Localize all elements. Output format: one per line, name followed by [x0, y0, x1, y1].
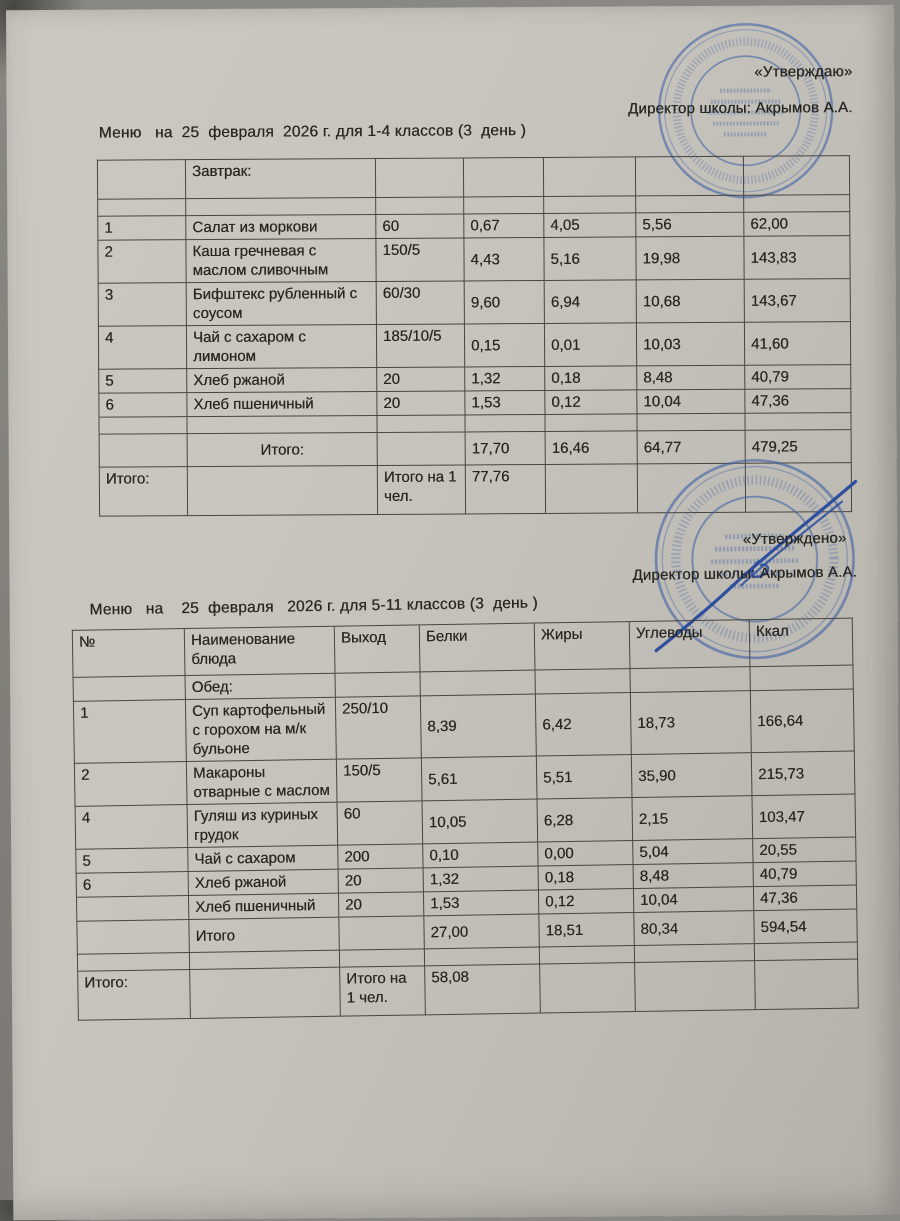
- table-cell: Итого:: [78, 970, 191, 1021]
- table-cell: 60: [376, 214, 464, 239]
- table-cell: 150/5: [376, 238, 464, 282]
- table-cell: 4: [98, 326, 186, 370]
- table-cell: Белки: [419, 623, 535, 672]
- table-cell: Жиры: [534, 622, 630, 670]
- table-cell: 20: [338, 892, 423, 917]
- table-cell: Завтрак:: [185, 158, 375, 198]
- table-cell: 103,47: [752, 794, 856, 839]
- table-cell: [190, 967, 341, 1018]
- menu-title-1: Меню на 25 февраля 2026 г. для 1-4 классов (3 день ): [99, 122, 526, 143]
- table-cell: 40,79: [745, 365, 851, 390]
- table-cell: Суп картофельный с горохом на м/к бульоне: [185, 697, 336, 761]
- table-cell: 20,55: [753, 837, 856, 863]
- table-cell: 20: [377, 367, 465, 392]
- table-cell: Хлеб ржаной: [188, 869, 338, 895]
- table-cell: 6,28: [537, 798, 633, 842]
- table-cell: Обед:: [185, 673, 335, 699]
- table-cell: [335, 672, 420, 697]
- table-cell: 4: [75, 805, 188, 850]
- table-cell: Итого: [189, 917, 339, 952]
- table-cell: 27,00: [424, 914, 540, 949]
- director-signature-line-1: Директор школы: Акрымов А.А.: [628, 99, 853, 117]
- table-cell: 1: [73, 700, 186, 764]
- table-cell: 0,10: [423, 842, 538, 868]
- table-cell: 5,16: [544, 237, 636, 281]
- table-cell: 5,56: [636, 212, 744, 237]
- table-cell: [755, 959, 859, 1010]
- table-cell: 77,76: [465, 464, 545, 513]
- table-cell: 10,04: [633, 887, 753, 913]
- table-cell: Чай с сахаром: [188, 845, 338, 871]
- table-cell: 1: [98, 216, 186, 241]
- table-cell: 41,60: [744, 322, 850, 366]
- table-cell: 2: [74, 762, 187, 807]
- table-cell: 10,04: [637, 389, 745, 414]
- table-cell: Хлеб пшеничный: [188, 893, 338, 919]
- table-cell: 60: [337, 801, 423, 845]
- table-cell: 6,42: [535, 693, 631, 756]
- table-cell: Гуляш из куриных грудок: [187, 802, 338, 847]
- table-cell: 40,79: [753, 861, 856, 887]
- table-cell: 0,18: [538, 865, 633, 890]
- table-cell: Ккал: [749, 618, 853, 667]
- table-cell: 62,00: [744, 212, 850, 237]
- table-cell: 5,51: [536, 755, 632, 799]
- table-cell: 10,68: [636, 279, 744, 323]
- table-cell: 1,32: [423, 866, 538, 892]
- menu-table-grades-5-11: [72, 618, 859, 1021]
- table-cell: Итого:: [187, 432, 377, 466]
- table-cell: Салат из моркови: [186, 214, 376, 239]
- table-cell: 64,77: [637, 430, 745, 464]
- table-cell: 6: [76, 872, 188, 898]
- table-cell: 0,18: [545, 366, 637, 391]
- table-cell: [750, 665, 853, 691]
- table-cell: 35,90: [631, 753, 752, 798]
- table-cell: [535, 669, 630, 694]
- table-cell: Наименование блюда: [184, 626, 335, 675]
- table-cell: 4,43: [464, 237, 544, 280]
- table-cell: 16,46: [545, 431, 637, 465]
- table-cell: 17,70: [465, 431, 545, 464]
- table-cell: 6: [99, 393, 187, 418]
- table-cell: 0,01: [544, 323, 636, 367]
- table-cell: 2,15: [632, 796, 753, 841]
- table-cell: [76, 896, 188, 922]
- table-cell: [77, 920, 190, 955]
- table-cell: [630, 667, 750, 693]
- table-cell: 185/10/5: [376, 324, 464, 368]
- table-cell: Макароны отварные с маслом: [186, 759, 337, 804]
- table-cell: 0,67: [464, 213, 544, 237]
- table-cell: №: [72, 629, 185, 678]
- approve-label-2: «Утверждено»: [743, 530, 847, 549]
- table-cell: [339, 949, 424, 967]
- table-cell: 5: [99, 369, 187, 394]
- table-cell: 18,73: [630, 691, 751, 755]
- table-cell: [73, 676, 185, 702]
- table-cell: Углеводы: [629, 620, 750, 669]
- director-signature-line-2: Директор школы: Акрымов А.А.: [632, 563, 857, 584]
- table-cell: Итого на 1 чел.: [377, 465, 465, 515]
- table-cell: 47,36: [745, 389, 851, 414]
- table-cell: 19,98: [636, 236, 744, 280]
- table-cell: 166,64: [750, 689, 854, 753]
- table-cell: 143,67: [744, 279, 850, 323]
- table-cell: 8,48: [633, 863, 753, 889]
- table-cell: Хлеб ржаной: [187, 367, 377, 392]
- table-cell: 5: [76, 848, 188, 874]
- table-cell: 4,05: [544, 213, 636, 238]
- table-cell: 47,36: [753, 885, 856, 911]
- table-cell: [540, 963, 636, 1013]
- table-cell: 2: [98, 240, 186, 284]
- table-cell: 20: [377, 391, 465, 416]
- table-cell: [634, 944, 754, 963]
- table-cell: 20: [338, 868, 423, 893]
- table-cell: 80,34: [634, 911, 755, 946]
- table-cell: 0,00: [538, 841, 633, 866]
- table-cell: 8,39: [420, 694, 536, 758]
- approve-label-1: «Утверждаю»: [754, 63, 852, 81]
- table-cell: 5,61: [421, 756, 537, 801]
- table-cell: 1,53: [423, 890, 538, 916]
- table-cell: Итого:: [99, 467, 187, 517]
- table-cell: 1,53: [465, 390, 545, 414]
- table-cell: 10,05: [422, 799, 538, 844]
- table-cell: [754, 942, 857, 961]
- table-cell: 9,60: [464, 280, 544, 323]
- table-cell: Каша гречневая с маслом сливочным: [186, 238, 376, 282]
- table-cell: Хлеб пшеничный: [187, 391, 377, 416]
- table-cell: 1,32: [465, 366, 545, 390]
- table-cell: Бифштекс рубленный с соусом: [186, 281, 376, 325]
- document-page: [6, 5, 900, 1220]
- table-cell: Чай с сахаром с лимоном: [186, 324, 376, 368]
- table-cell: 0,12: [545, 390, 637, 415]
- table-cell: 60/30: [376, 281, 464, 325]
- table-cell: [420, 670, 535, 696]
- table-cell: 5,04: [633, 839, 753, 865]
- table-cell: 58,08: [425, 964, 541, 1015]
- table-cell: [77, 953, 189, 972]
- table-cell: Выход: [334, 625, 420, 673]
- table-cell: [539, 946, 634, 964]
- table-cell: 200: [338, 844, 423, 869]
- table-cell: 250/10: [335, 696, 421, 759]
- table-cell: 0,12: [538, 889, 633, 914]
- table-cell: [339, 916, 425, 950]
- table-cell: [635, 961, 756, 1012]
- table-cell: 3: [98, 283, 186, 327]
- table-cell: 143,83: [744, 236, 850, 280]
- table-cell: 10,03: [636, 322, 744, 366]
- table-cell: 18,51: [539, 913, 635, 947]
- table-cell: 594,54: [754, 909, 858, 944]
- table-cell: Итого на 1 чел.: [340, 966, 426, 1016]
- table-cell: [424, 947, 539, 966]
- table-cell: 215,73: [751, 751, 855, 796]
- table-cell: 479,25: [745, 430, 851, 464]
- table-cell: 0,15: [464, 323, 544, 366]
- table-cell: 150/5: [336, 758, 422, 802]
- menu-title-2: Меню на 25 февраля 2026 г. для 5-11 классов (3 день ): [89, 595, 538, 620]
- table-cell: 6,94: [544, 280, 636, 324]
- table-cell: 8,48: [637, 365, 745, 390]
